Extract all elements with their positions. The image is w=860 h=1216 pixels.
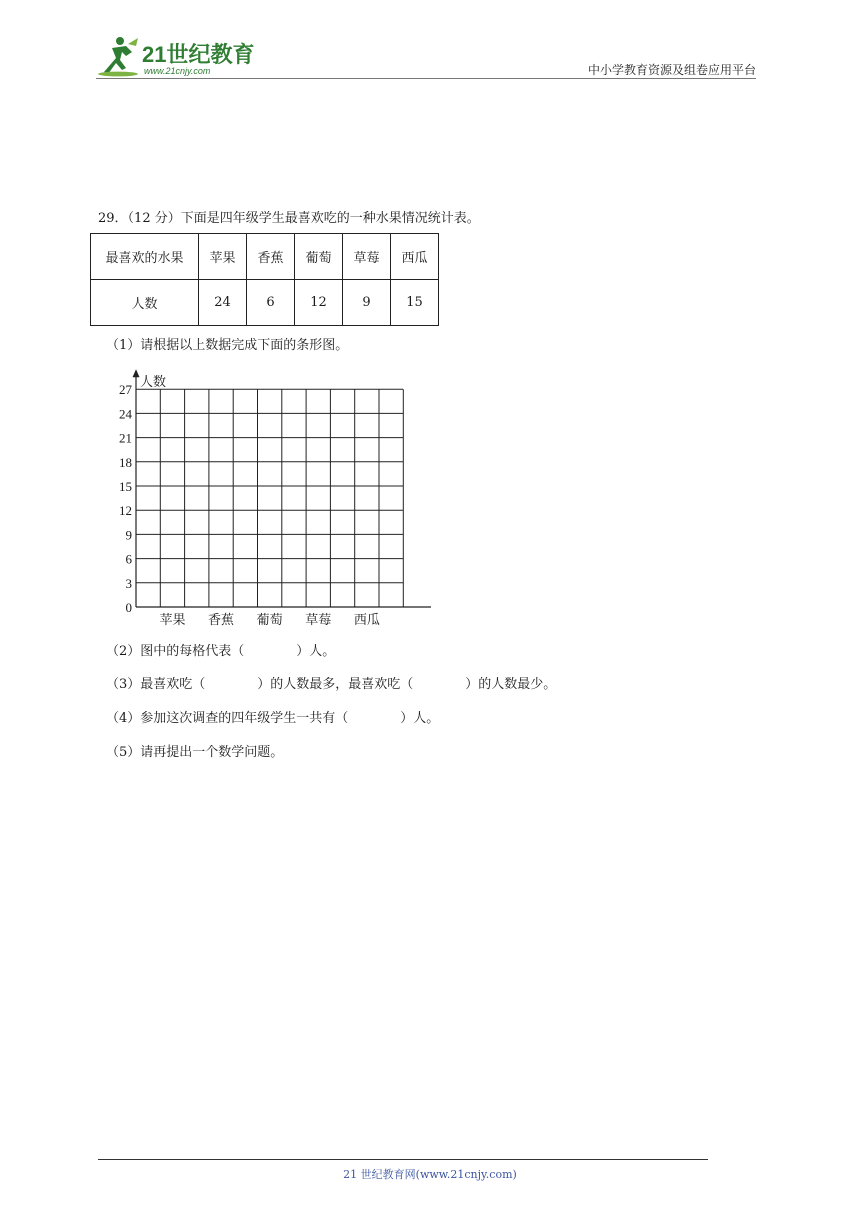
y-tick-label: 12 (119, 503, 132, 519)
table-header-fruit: 最喜欢的水果 (91, 234, 199, 280)
footer-divider (98, 1159, 708, 1160)
x-category-label: 葡萄 (256, 613, 283, 628)
table-cell: 24 (199, 280, 247, 326)
table-cell: 6 (247, 280, 295, 326)
y-axis-label: 人数 (140, 375, 167, 391)
bar-chart (100, 362, 440, 636)
logo-url: www.21cnjy.com (144, 66, 211, 76)
x-category-label: 草莓 (305, 613, 332, 628)
question-title: 29．（12 分）下面是四年级学生最喜欢吃的一种水果情况统计表。 (98, 211, 480, 226)
subquestion-2: （2）图中的每格代表（ ）人。 (106, 644, 336, 659)
table-cell: 西瓜 (391, 234, 439, 280)
y-tick-label: 15 (119, 479, 132, 494)
logo-text: 21世纪教育 (142, 42, 255, 67)
bar-chart-svg (100, 362, 440, 632)
subquestion-5: （5）请再提出一个数学问题。 (106, 745, 284, 760)
subquestion-1: （1）请根据以上数据完成下面的条形图。 (106, 338, 349, 353)
subquestion-4: （4）参加这次调查的四年级学生一共有（ ）人。 (106, 711, 440, 726)
y-tick-label: 18 (119, 454, 132, 470)
x-category-label: 苹果 (159, 613, 186, 628)
site-logo (96, 34, 261, 78)
y-tick-label: 27 (119, 382, 132, 398)
table-cell: 葡萄 (295, 234, 343, 280)
y-tick-label: 9 (125, 527, 132, 543)
y-tick-label: 0 (125, 600, 132, 615)
y-tick-label: 24 (119, 406, 132, 422)
footer-text: 21 世纪教育网(www.21cnjy.com) (343, 1168, 517, 1181)
y-tick-label: 3 (125, 575, 132, 591)
runner-icon (98, 37, 138, 76)
table-row (91, 234, 439, 280)
subquestion-3: （3）最喜欢吃（ ）的人数最多，最喜欢吃（ ）的人数最少。 (106, 677, 557, 692)
table-cell: 9 (343, 280, 391, 326)
table-cell: 香蕉 (247, 234, 295, 280)
x-category-label: 香蕉 (208, 613, 235, 628)
y-tick-label: 6 (125, 551, 132, 567)
y-axis-arrow-icon (133, 369, 140, 377)
fruit-table (90, 233, 439, 326)
header-divider (96, 78, 756, 79)
table-cell: 12 (295, 280, 343, 326)
table-cell: 草莓 (343, 234, 391, 280)
table-cell: 15 (391, 280, 439, 326)
table-row (91, 280, 439, 326)
platform-name: 中小学教育资源及组卷应用平台 (587, 63, 756, 77)
table-cell: 苹果 (199, 234, 247, 280)
x-category-label: 西瓜 (353, 613, 380, 628)
table-header-count: 人数 (91, 280, 199, 326)
y-tick-label: 21 (119, 430, 132, 446)
